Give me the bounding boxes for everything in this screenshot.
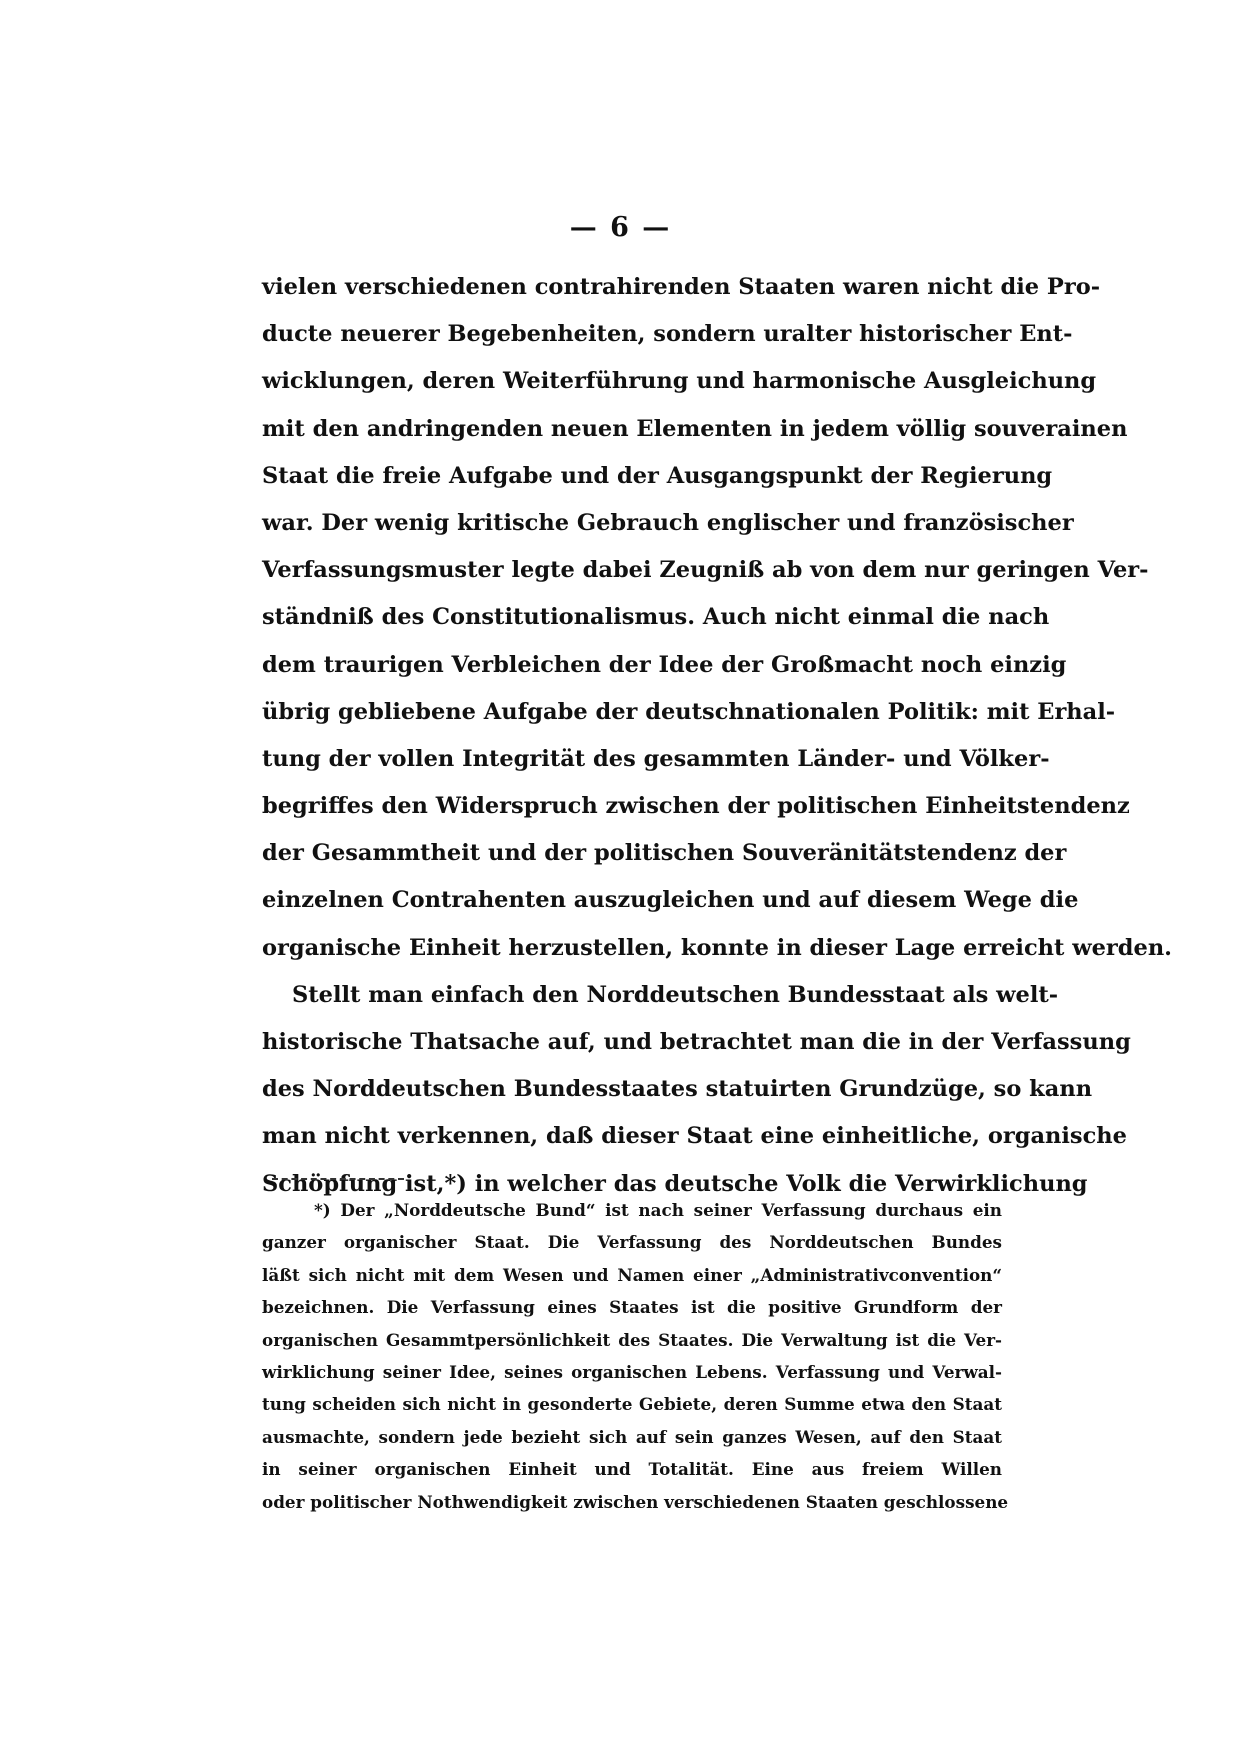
footnote-line: ausmachte, sondern jede bezieht sich auf sein ganzes Wesen, auf den Staat xyxy=(262,1426,1002,1447)
footnote-line: wirklichung seiner Idee, seines organischen Lebens. Verfassung und Verwal- xyxy=(262,1361,1002,1382)
text-line: vielen verschiedenen contrahirenden Staaten waren nicht die Pro- xyxy=(262,274,1101,300)
footnote-line: oder politischer Nothwendigkeit zwischen verschiedenen Staaten geschlossene xyxy=(262,1491,1009,1512)
text-line: man nicht verkennen, daß dieser Staat eine einheitliche, organische xyxy=(262,1123,1127,1150)
text-line: Verfassungsmuster legte dabei Zeugniß ab von dem nur geringen Ver- xyxy=(262,557,1149,584)
text-line: ständniß des Constitutionalismus. Auch nicht einmal die nach xyxy=(262,604,1050,631)
paragraph-start-line: Stellt man einfach den Norddeutschen Bundesstaat als welt- xyxy=(292,981,1059,1008)
main-text-block xyxy=(262,264,1173,1208)
footnote-block xyxy=(262,1194,1009,1518)
text-line: einzelnen Contrahenten auszugleichen und auf diesem Wege die xyxy=(262,887,1079,914)
text-line: wicklungen, deren Weiterführung und harmonische Ausgleichung xyxy=(262,368,1097,395)
text-line: mit den andringenden neuen Elementen in jedem völlig souverainen xyxy=(262,415,1128,442)
text-line: tung der vollen Integrität des gesammten Länder- und Völker- xyxy=(262,745,1050,772)
text-line: des Norddeutschen Bundesstaates statuirten Grundzüge, so kann xyxy=(262,1076,1093,1103)
text-line: historische Thatsache auf, und betrachtet man die in der Verfassung xyxy=(262,1029,1131,1055)
page-number: — 6 — xyxy=(569,212,672,243)
footnote-line: tung scheiden sich nicht in gesonderte Gebiete, deren Summe etwa den Staat xyxy=(262,1394,1002,1415)
footnote-divider xyxy=(272,1178,404,1180)
text-line: Staat die freie Aufgabe und der Ausgangspunkt der Regierung xyxy=(262,462,1053,489)
footnote-line: bezeichnen. Die Verfassung eines Staates ist die positive Grundform der xyxy=(262,1297,1002,1318)
text-line: dem traurigen Verbleichen der Idee der Großmacht noch einzig xyxy=(262,651,1067,678)
text-line: begriffes den Widerspruch zwischen der politischen Einheitstendenz xyxy=(262,793,1130,820)
footnote-line: *) Der „Norddeutsche Bund“ ist nach seiner Verfassung durchaus ein xyxy=(314,1200,1002,1220)
footnote-line: ganzer organischer Staat. Die Verfassung des Norddeutschen Bundes xyxy=(262,1232,1002,1253)
footnote-line: in seiner organischen Einheit und Totalität. Eine aus freiem Willen xyxy=(262,1459,1002,1480)
text-line: organische Einheit herzustellen, konnte in dieser Lage erreicht werden. xyxy=(262,934,1173,961)
text-line: ducte neuerer Begebenheiten, sondern uralter historischer Ent- xyxy=(262,321,1073,348)
footnote-line: organischen Gesammtpersönlichkeit des Staates. Die Verwaltung ist die Ver- xyxy=(262,1329,1002,1350)
footnote-line: läßt sich nicht mit dem Wesen und Namen einer „Administrativconvention“ xyxy=(262,1264,1002,1285)
text-line: übrig gebliebene Aufgabe der deutschnationalen Politik: mit Erhal- xyxy=(262,698,1116,725)
text-line: Schöpfung ist,*) in welcher das deutsche Volk die Verwirklichung xyxy=(262,1170,1088,1197)
text-line: der Gesammtheit und der politischen Souveränitätstendenz der xyxy=(262,840,1067,867)
text-line: war. Der wenig kritische Gebrauch englischer und französischer xyxy=(262,509,1074,536)
